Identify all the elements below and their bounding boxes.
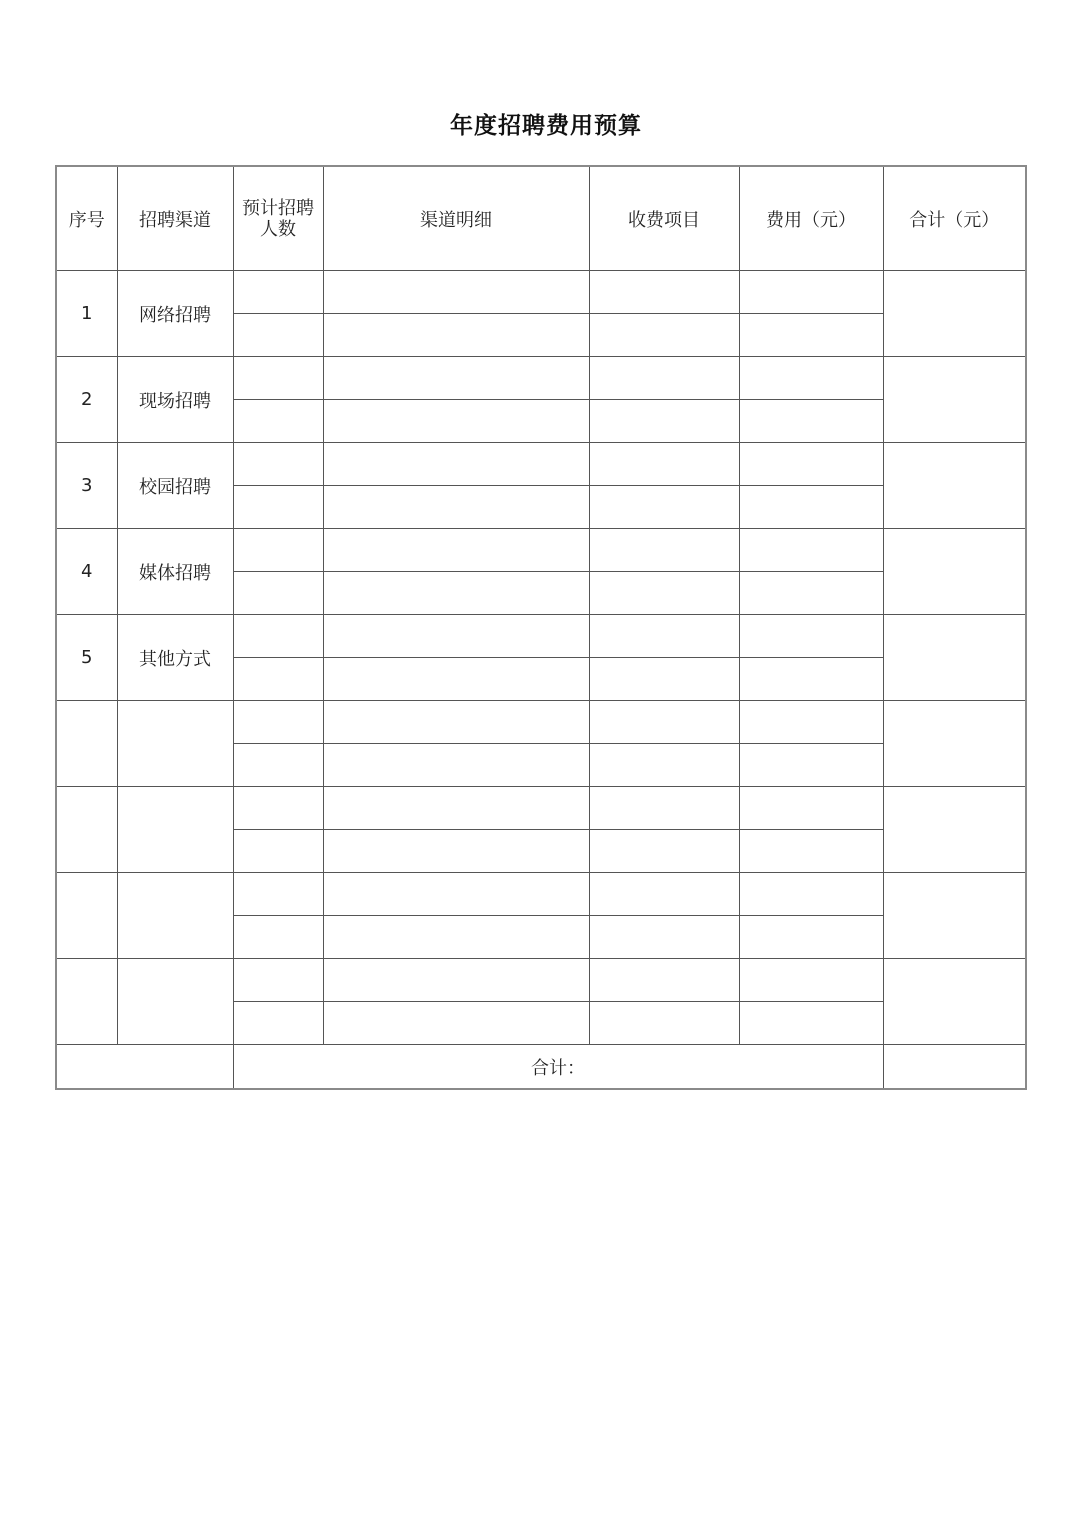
charge-item-cell <box>589 1002 739 1045</box>
fee-cell <box>739 701 883 744</box>
charge-item-cell <box>589 443 739 486</box>
channel-cell: 现场招聘 <box>117 357 233 443</box>
header-channel: 招聘渠道 <box>117 166 233 271</box>
seq-cell: 4 <box>56 529 117 615</box>
header-headcount: 预计招聘人数 <box>233 166 323 271</box>
charge-item-cell <box>589 701 739 744</box>
charge-item-cell <box>589 916 739 959</box>
fee-cell <box>739 572 883 615</box>
channel-cell <box>117 873 233 959</box>
detail-cell <box>323 400 589 443</box>
detail-cell <box>323 357 589 400</box>
header-seq: 序号 <box>56 166 117 271</box>
headcount-cell <box>233 443 323 486</box>
table-row <box>56 787 1026 830</box>
subtotal-cell <box>883 787 1026 873</box>
fee-cell <box>739 314 883 357</box>
subtotal-cell <box>883 701 1026 787</box>
detail-cell <box>323 314 589 357</box>
headcount-cell <box>233 959 323 1002</box>
detail-cell <box>323 658 589 701</box>
detail-cell <box>323 701 589 744</box>
charge-item-cell <box>589 572 739 615</box>
recruitment-budget-table <box>55 165 1027 1090</box>
headcount-cell <box>233 529 323 572</box>
header-charge-item: 收费项目 <box>589 166 739 271</box>
fee-cell <box>739 400 883 443</box>
headcount-cell <box>233 830 323 873</box>
headcount-cell <box>233 357 323 400</box>
seq-cell <box>56 873 117 959</box>
detail-cell <box>323 271 589 314</box>
fee-cell <box>739 959 883 1002</box>
headcount-cell <box>233 572 323 615</box>
fee-cell <box>739 658 883 701</box>
table-row <box>56 959 1026 1002</box>
charge-item-cell <box>589 830 739 873</box>
table-row <box>56 615 1026 658</box>
table-row <box>56 701 1026 744</box>
detail-cell <box>323 486 589 529</box>
fee-cell <box>739 744 883 787</box>
headcount-cell <box>233 1002 323 1045</box>
fee-cell <box>739 271 883 314</box>
headcount-cell <box>233 787 323 830</box>
charge-item-cell <box>589 400 739 443</box>
headcount-cell <box>233 744 323 787</box>
channel-cell: 媒体招聘 <box>117 529 233 615</box>
seq-cell: 5 <box>56 615 117 701</box>
charge-item-cell <box>589 787 739 830</box>
fee-cell <box>739 357 883 400</box>
channel-cell: 其他方式 <box>117 615 233 701</box>
charge-item-cell <box>589 529 739 572</box>
seq-cell: 3 <box>56 443 117 529</box>
total-row <box>56 1045 1026 1090</box>
header-subtotal: 合计（元） <box>883 166 1026 271</box>
subtotal-cell <box>883 959 1026 1045</box>
subtotal-cell <box>883 443 1026 529</box>
subtotal-cell <box>883 529 1026 615</box>
fee-cell <box>739 916 883 959</box>
fee-cell <box>739 486 883 529</box>
seq-cell: 2 <box>56 357 117 443</box>
channel-cell <box>117 701 233 787</box>
channel-cell: 网络招聘 <box>117 271 233 357</box>
detail-cell <box>323 615 589 658</box>
table-row <box>56 529 1026 572</box>
fee-cell <box>739 1002 883 1045</box>
detail-cell <box>323 443 589 486</box>
seq-cell <box>56 787 117 873</box>
fee-cell <box>739 443 883 486</box>
subtotal-cell <box>883 615 1026 701</box>
headcount-cell <box>233 271 323 314</box>
detail-cell <box>323 787 589 830</box>
header-detail: 渠道明细 <box>323 166 589 271</box>
detail-cell <box>323 744 589 787</box>
total-amount-cell <box>883 1045 1026 1090</box>
detail-cell <box>323 959 589 1002</box>
headcount-cell <box>233 658 323 701</box>
detail-cell <box>323 529 589 572</box>
total-blank-cell <box>56 1045 233 1090</box>
table-row <box>56 357 1026 400</box>
charge-item-cell <box>589 658 739 701</box>
seq-cell: 1 <box>56 271 117 357</box>
charge-item-cell <box>589 486 739 529</box>
headcount-cell <box>233 873 323 916</box>
fee-cell <box>739 830 883 873</box>
channel-cell <box>117 959 233 1045</box>
charge-item-cell <box>589 615 739 658</box>
charge-item-cell <box>589 959 739 1002</box>
charge-item-cell <box>589 357 739 400</box>
fee-cell <box>739 873 883 916</box>
document-title: 年度招聘费用预算 <box>450 113 642 139</box>
charge-item-cell <box>589 873 739 916</box>
channel-cell <box>117 787 233 873</box>
headcount-cell <box>233 615 323 658</box>
charge-item-cell <box>589 744 739 787</box>
seq-cell <box>56 959 117 1045</box>
fee-cell <box>739 787 883 830</box>
headcount-cell <box>233 916 323 959</box>
seq-cell <box>56 701 117 787</box>
table-row <box>56 873 1026 916</box>
headcount-cell <box>233 701 323 744</box>
detail-cell <box>323 572 589 615</box>
headcount-cell <box>233 486 323 529</box>
header-fee: 费用（元） <box>739 166 883 271</box>
subtotal-cell <box>883 357 1026 443</box>
charge-item-cell <box>589 314 739 357</box>
detail-cell <box>323 830 589 873</box>
channel-cell: 校园招聘 <box>117 443 233 529</box>
subtotal-cell <box>883 271 1026 357</box>
table-row <box>56 271 1026 314</box>
detail-cell <box>323 1002 589 1045</box>
charge-item-cell <box>589 271 739 314</box>
headcount-cell <box>233 314 323 357</box>
table-row <box>56 443 1026 486</box>
detail-cell <box>323 916 589 959</box>
detail-cell <box>323 873 589 916</box>
total-label: 合计： <box>233 1045 883 1090</box>
fee-cell <box>739 615 883 658</box>
headcount-cell <box>233 400 323 443</box>
subtotal-cell <box>883 873 1026 959</box>
fee-cell <box>739 529 883 572</box>
header-row <box>56 166 1026 271</box>
